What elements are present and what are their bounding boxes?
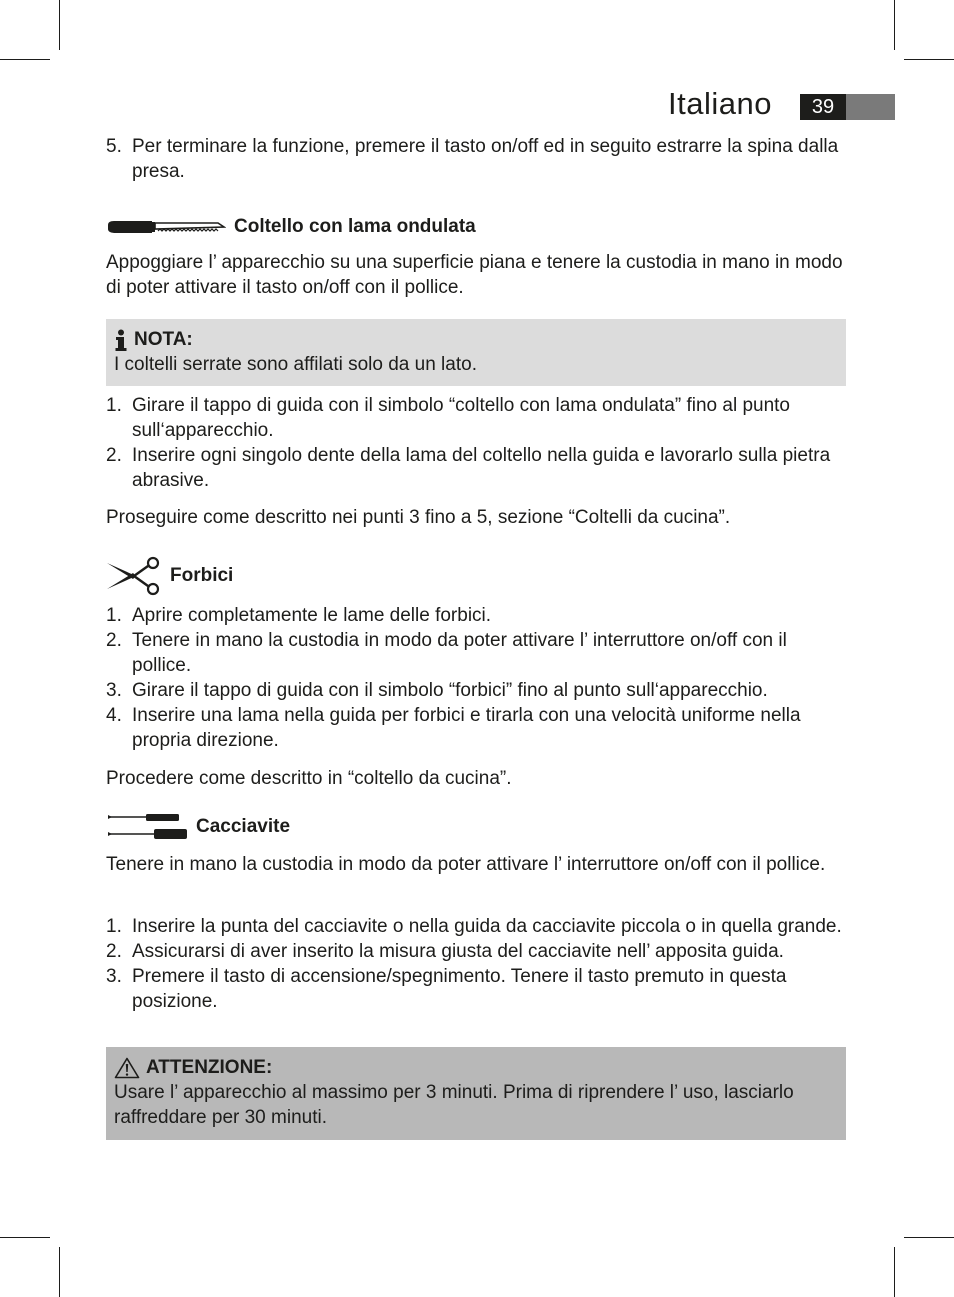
page-number-bar <box>846 94 895 120</box>
list-item: 2. Inserire ogni singolo dente della lama del coltello nella guida e lavorarlo sulla pietra abrasive. <box>106 445 831 491</box>
section-heading-screwdriver <box>106 811 290 843</box>
serrated-knife-outro: Proseguire come descritto nei punti 3 fino a 5, sezione “Coltelli da cucina”. <box>106 507 731 528</box>
list-item: 3. Premere il tasto di accensione/spegnimento. Tenere il tasto premuto in questa posizione. <box>106 966 787 1012</box>
warning-box <box>106 1047 846 1140</box>
crop-mark <box>904 1237 954 1238</box>
note-title-row <box>114 327 838 352</box>
info-icon <box>114 329 128 351</box>
note-box <box>106 319 846 386</box>
list-item: 1. Girare il tappo di guida con il simbolo “coltello con lama ondulata” fino al punto sull‘apparecchio. <box>106 395 790 441</box>
section-title: Forbici <box>170 565 234 586</box>
serrated-knife-steps <box>106 393 846 493</box>
list-item: 1. Aprire completamente le lame delle forbici. <box>106 605 492 626</box>
crop-mark <box>894 1247 895 1297</box>
section-title: Cacciavite <box>196 816 291 837</box>
list-item: 3. Girare il tappo di guida con il simbolo “forbici” fino al punto sull‘apparecchio. <box>106 680 768 701</box>
list-item: 1. Inserire la punta del cacciavite o nella guida da cacciavite piccola o in quella grande. <box>106 916 842 937</box>
scissors-steps <box>106 603 846 753</box>
screwdriver-steps <box>106 914 846 1014</box>
warning-triangle-icon <box>114 1057 140 1079</box>
warning-text: Usare l’ apparecchio al massimo per 3 minuti. Prima di riprendere l’ uso, lasciarlo raffreddare per 30 minuti. <box>114 1082 794 1128</box>
section-heading-serrated-knife <box>106 216 476 238</box>
list-item: 2. Assicurarsi di aver inserito la misura giusta del cacciavite nell’ apposita guida. <box>106 941 784 962</box>
note-title: NOTA: <box>134 329 193 350</box>
crop-mark <box>0 1237 50 1238</box>
scissors-outro: Procedere come descritto in “coltello da cucina”. <box>106 768 512 789</box>
crop-mark <box>59 1247 60 1297</box>
warning-title: ATTENZIONE: <box>146 1057 273 1078</box>
warning-title-row <box>114 1055 838 1080</box>
screwdriver-intro: Tenere in mano la custodia in modo da poter attivare l’ interruttore on/off con il pollice. <box>106 854 826 875</box>
crop-mark <box>904 59 954 60</box>
serrated-knife-intro: Appoggiare l’ apparecchio su una superficie piana e tenere la custodia in mano in modo di poter attivare il tasto on/off con il pollice. <box>106 252 843 298</box>
screwdriver-icon <box>106 811 188 843</box>
scissors-icon <box>106 556 162 596</box>
list-item: 2. Tenere in mano la custodia in modo da poter attivare l’ interruttore on/off con il pollice. <box>106 630 787 676</box>
list-item: 5. Per terminare la funzione, premere il tasto on/off ed in seguito estrarre la spina dalla presa. <box>106 136 839 182</box>
crop-mark <box>894 0 895 50</box>
section-title: Coltello con lama ondulata <box>234 216 476 237</box>
intro-step-list <box>106 134 846 184</box>
page-number: 39 <box>800 94 846 120</box>
list-item: 4. Inserire una lama nella guida per forbici e tirarla con una velocità uniforme nella propria direzione. <box>106 705 801 751</box>
section-heading-scissors <box>106 556 233 596</box>
crop-mark <box>59 0 60 50</box>
note-text: I coltelli serrate sono affilati solo da un lato. <box>114 354 477 375</box>
page-language-title: Italiano <box>668 86 772 121</box>
serrated-knife-icon <box>106 217 226 237</box>
crop-mark <box>0 59 50 60</box>
